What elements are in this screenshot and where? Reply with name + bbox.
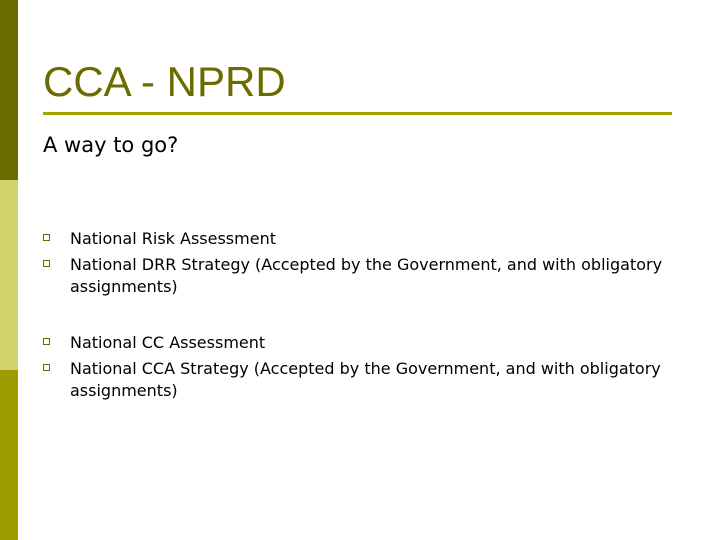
bullet-item [40,358,680,402]
sidebar-band-bottom [0,370,18,540]
bullet-text: National CC Assessment [70,333,266,352]
square-bullet-icon [43,338,50,345]
bullet-group [40,332,680,402]
bullet-item [40,332,680,354]
sidebar-decoration [0,0,18,540]
square-bullet-icon [43,260,50,267]
bullet-text: National DRR Strategy (Accepted by the Government, and with obligatory assignments) [70,255,663,296]
bullet-text: National Risk Assessment [70,229,276,248]
square-bullet-icon [43,364,50,371]
slide-title: CCA - NPRD [43,58,286,105]
bullet-item [40,254,680,298]
slide-subtitle: A way to go? [43,133,179,157]
bullet-group [40,228,680,298]
bullet-list [40,228,680,402]
sidebar-band-middle [0,180,18,370]
bullet-text: National CCA Strategy (Accepted by the Government, and with obligatory assignments) [70,359,661,400]
bullet-item [40,228,680,250]
sidebar-band-top [0,0,18,180]
square-bullet-icon [43,234,50,241]
title-divider [43,112,672,115]
